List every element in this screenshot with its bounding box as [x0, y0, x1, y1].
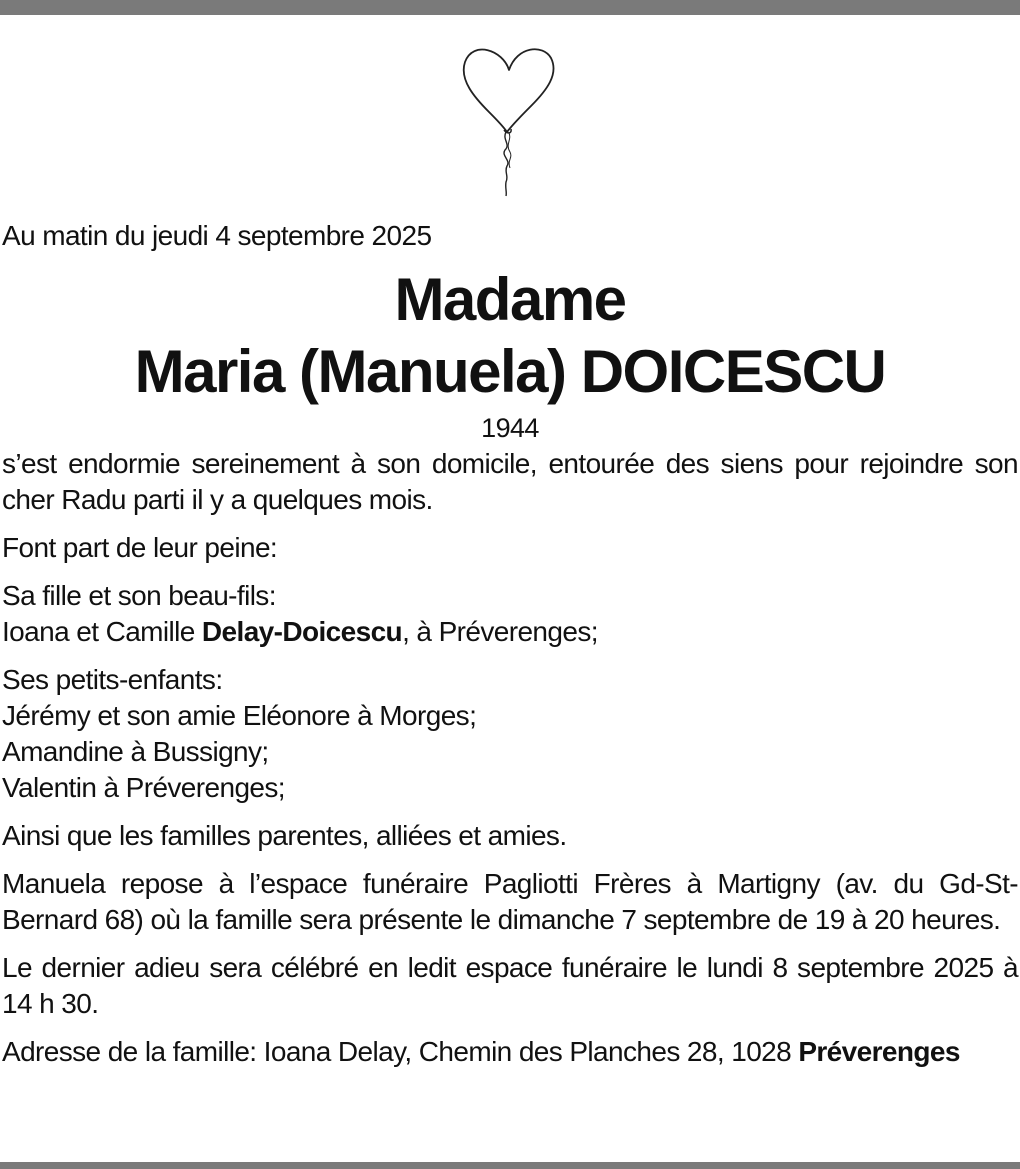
daughter-prefix: Ioana et Camille — [2, 616, 202, 647]
daughter-heading: Sa fille et son beau-fils: — [2, 580, 276, 611]
title-line-2: Maria (Manuela) DOICESCU — [134, 338, 886, 405]
paragraph-adieu: Le dernier adieu sera célébré en ledit espace funéraire le lundi 8 septembre 2025 à 14 h 30. — [2, 952, 1018, 1019]
grandchildren-block — [2, 662, 1018, 806]
heart-balloon-icon — [455, 40, 565, 200]
paragraph-passing: s’est endormie sereinement à son domicile, entourée des siens pour rejoindre son cher Radu parti il y a quelques mois. — [2, 448, 1018, 515]
bottom-rule — [0, 1162, 1020, 1169]
obituary-text — [2, 218, 1018, 1070]
family-address — [2, 1034, 1018, 1070]
top-rule — [0, 0, 1020, 15]
grandchild-item: Valentin à Préverenges; — [2, 772, 285, 803]
title-line-1: Madame — [394, 266, 626, 333]
intro-line: Au matin du jeudi 4 septembre 2025 — [2, 220, 432, 251]
daughter-surname: Delay-Doicescu — [201, 616, 403, 647]
deceased-name-heading — [2, 264, 1018, 408]
grandchild-item: Amandine à Bussigny; — [2, 736, 269, 767]
address-prefix: Adresse de la famille: Ioana Delay, Chemin des Planches 28, 1028 — [2, 1036, 799, 1067]
daughter-block — [2, 578, 1018, 650]
paragraph-repose: Manuela repose à l’espace funéraire Pagliotti Frères à Martigny (av. du Gd-St-Bernard 68) où la famille sera présente le dimanche 7 septembre de 19 à 20 heures. — [2, 868, 1018, 935]
font-part-line: Font part de leur peine: — [2, 532, 278, 563]
grandchild-item: Jérémy et son amie Eléonore à Morges; — [2, 700, 477, 731]
address-city: Préverenges — [798, 1036, 960, 1067]
daughter-suffix: , à Préverenges; — [402, 616, 598, 647]
grandchildren-heading: Ses petits-enfants: — [2, 664, 223, 695]
families-line: Ainsi que les familles parentes, alliées et amies. — [2, 820, 567, 851]
birth-year: 1944 — [481, 413, 539, 443]
